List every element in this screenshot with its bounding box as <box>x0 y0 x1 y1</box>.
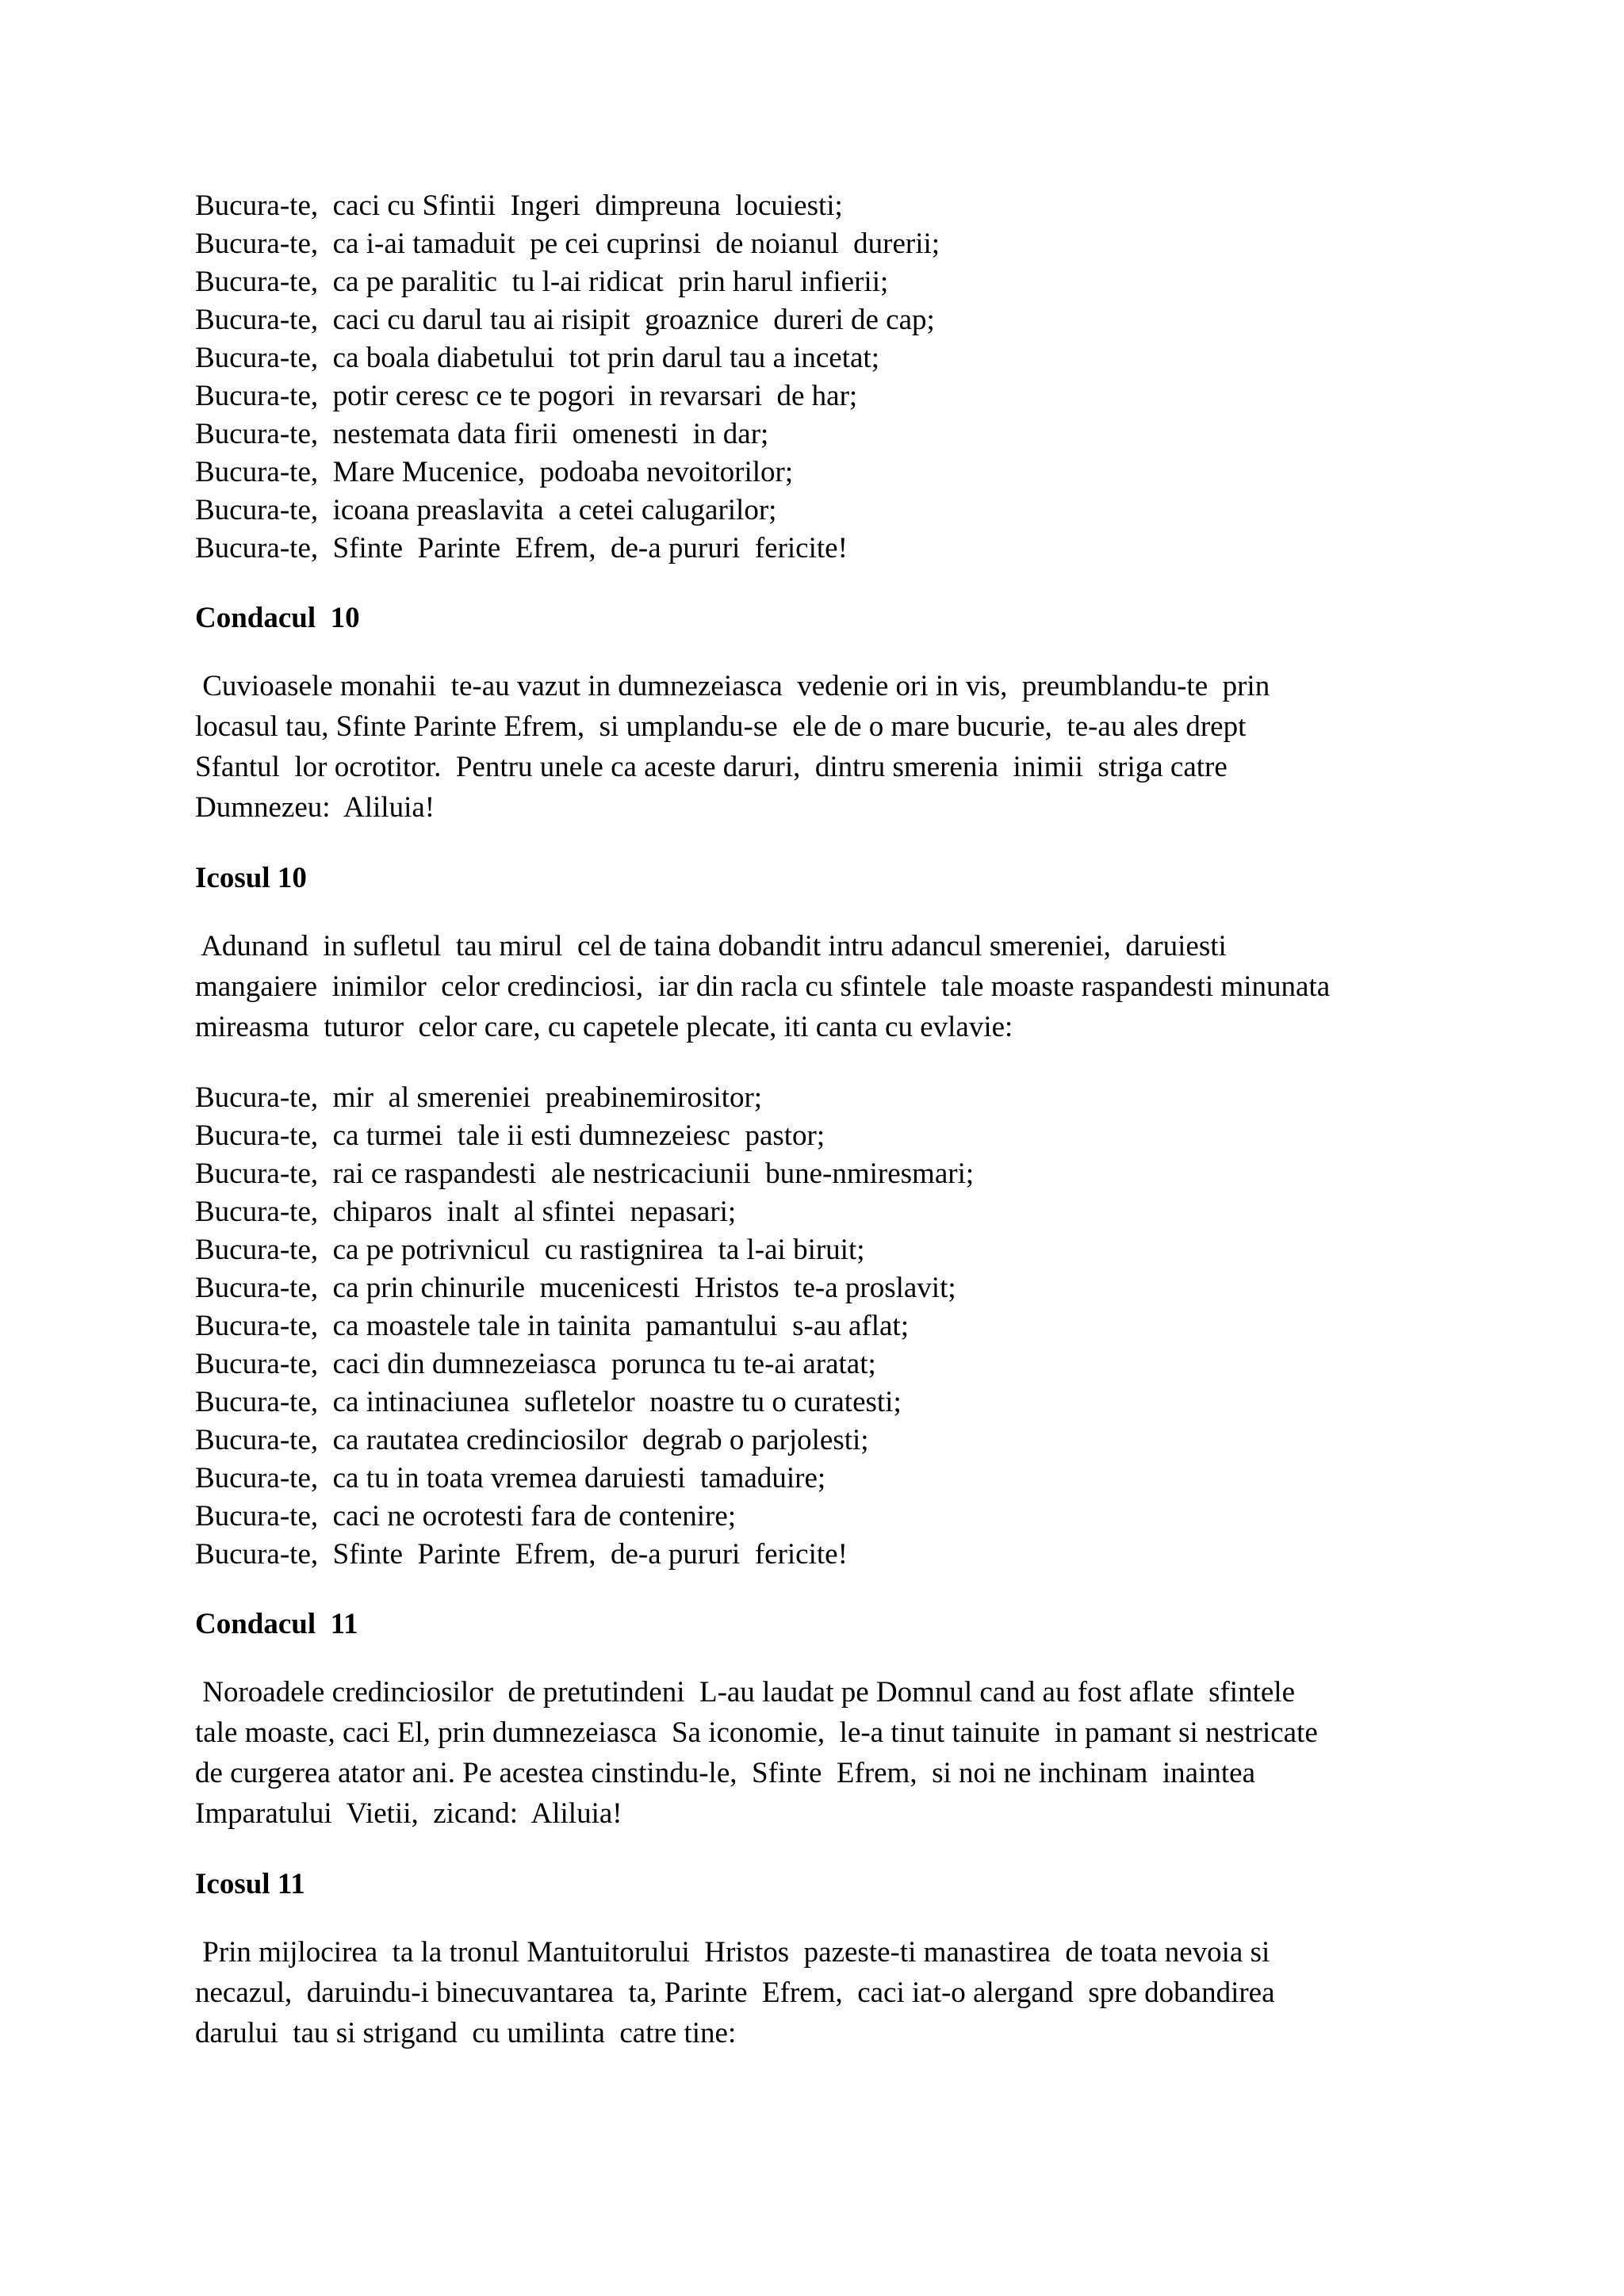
paragraph-line: tale moaste, caci El, prin dumnezeiasca Sa iconomie, le-a tinut tainuite in pamant si nestricate <box>195 1716 1318 1749</box>
icosul-11-paragraph <box>195 1932 1464 2053</box>
paragraph-line: mangaiere inimilor celor credinciosi, iar din racla cu sfintele tale moaste raspandesti minunata <box>195 970 1331 1003</box>
paragraph-line: Prin mijlocirea ta la tronul Mantuitorului Hristos pazeste-ti manastirea de toata nevoia si <box>195 1936 1270 1969</box>
salutation-line: Bucura-te, Sfinte Parinte Efrem, de-a pururi fericite! <box>195 1538 848 1571</box>
salutation-line: Bucura-te, Mare Mucenice, podoaba nevoitorilor; <box>195 456 794 488</box>
paragraph-line: locasul tau, Sfinte Parinte Efrem, si umplandu-se ele de o mare bucurie, te-au ales drept <box>195 710 1247 743</box>
section-heading-condacul-11: Condacul 11 <box>195 1608 358 1640</box>
salutation-line: Bucura-te, chiparos inalt al sfintei nepasari; <box>195 1196 737 1228</box>
salutation-line: Bucura-te, ca boala diabetului tot prin darul tau a incetat; <box>195 342 879 374</box>
salutations-block <box>195 187 1464 568</box>
paragraph-line: necazul, daruindu-i binecuvantarea ta, Parinte Efrem, caci iat-o alergand spre dobandirea <box>195 1976 1275 2009</box>
salutation-line: Bucura-te, caci ne ocrotesti fara de contenire; <box>195 1500 737 1533</box>
paragraph-line: Adunand in sufletul tau mirul cel de taina dobandit intru adancul smereniei, daruiesti <box>195 930 1227 962</box>
salutation-line: Bucura-te, ca pe potrivnicul cu rastignirea ta l-ai biruit; <box>195 1234 865 1266</box>
paragraph-line: Dumnezeu: Aliluia! <box>195 791 435 824</box>
salutation-line: Bucura-te, rai ce raspandesti ale nestricaciunii bune-nmiresmari; <box>195 1158 975 1190</box>
salutation-line: Bucura-te, ca rautatea credinciosilor degrab o parjolesti; <box>195 1424 869 1456</box>
section-heading-icosul-11: Icosul 11 <box>195 1868 305 1900</box>
salutation-line: Bucura-te, ca i-ai tamaduit pe cei cuprinsi de noianul durerii; <box>195 228 940 260</box>
salutation-line: Bucura-te, nestemata data firii omenesti in dar; <box>195 418 769 450</box>
paragraph-line: Cuvioasele monahii te-au vazut in dumnezeiasca vedenie ori in vis, preumblandu-te prin <box>195 670 1270 702</box>
section-heading-condacul-10: Condacul 10 <box>195 602 360 634</box>
condacul-10-paragraph <box>195 666 1464 828</box>
paragraph-line: Noroadele credinciosilor de pretutindeni L-au laudat pe Domnul cand au fost aflate sfintele <box>195 1676 1295 1709</box>
section-heading-icosul-10: Icosul 10 <box>195 862 307 894</box>
document-content <box>195 187 1464 2053</box>
salutation-line: Bucura-te, ca prin chinurile mucenicesti Hristos te-a proslavit; <box>195 1272 956 1304</box>
icosul-10-salutations <box>195 1079 1464 1574</box>
salutation-line: Bucura-te, icoana preaslavita a cetei calugarilor; <box>195 494 777 526</box>
salutation-line: Bucura-te, potir ceresc ce te pogori in revarsari de har; <box>195 380 858 412</box>
salutation-line: Bucura-te, mir al smereniei preabinemirositor; <box>195 1081 763 1114</box>
salutation-line: Bucura-te, caci cu darul tau ai risipit groaznice dureri de cap; <box>195 304 935 336</box>
icosul-10-paragraph <box>195 926 1464 1047</box>
salutation-line: Bucura-te, caci din dumnezeiasca porunca tu te-ai aratat; <box>195 1348 876 1380</box>
salutation-line: Bucura-te, ca tu in toata vremea daruiesti tamaduire; <box>195 1462 826 1494</box>
salutation-line: Bucura-te, Sfinte Parinte Efrem, de-a pururi fericite! <box>195 532 848 564</box>
salutation-line: Bucura-te, ca moastele tale in tainita pamantului s-au aflat; <box>195 1310 909 1342</box>
paragraph-line: Sfantul lor ocrotitor. Pentru unele ca aceste daruri, dintru smerenia inimii striga catre <box>195 751 1228 783</box>
paragraph-line: darului tau si strigand cu umilinta catre tine: <box>195 2017 737 2049</box>
salutation-line: Bucura-te, ca pe paralitic tu l-ai ridicat prin harul infierii; <box>195 266 889 298</box>
salutation-line: Bucura-te, ca turmei tale ii esti dumnezeiesc pastor; <box>195 1119 825 1152</box>
paragraph-line: de curgerea atator ani. Pe acestea cinstindu-le, Sfinte Efrem, si noi ne inchinam inaintea <box>195 1757 1255 1789</box>
salutation-line: Bucura-te, caci cu Sfintii Ingeri dimpreuna locuiesti; <box>195 189 843 222</box>
salutation-line: Bucura-te, ca intinaciunea sufletelor noastre tu o curatesti; <box>195 1386 902 1418</box>
paragraph-line: Imparatului Vietii, zicand: Aliluia! <box>195 1797 622 1830</box>
paragraph-line: mireasma tuturor celor care, cu capetele plecate, iti canta cu evlavie: <box>195 1011 1013 1043</box>
condacul-11-paragraph <box>195 1672 1464 1834</box>
